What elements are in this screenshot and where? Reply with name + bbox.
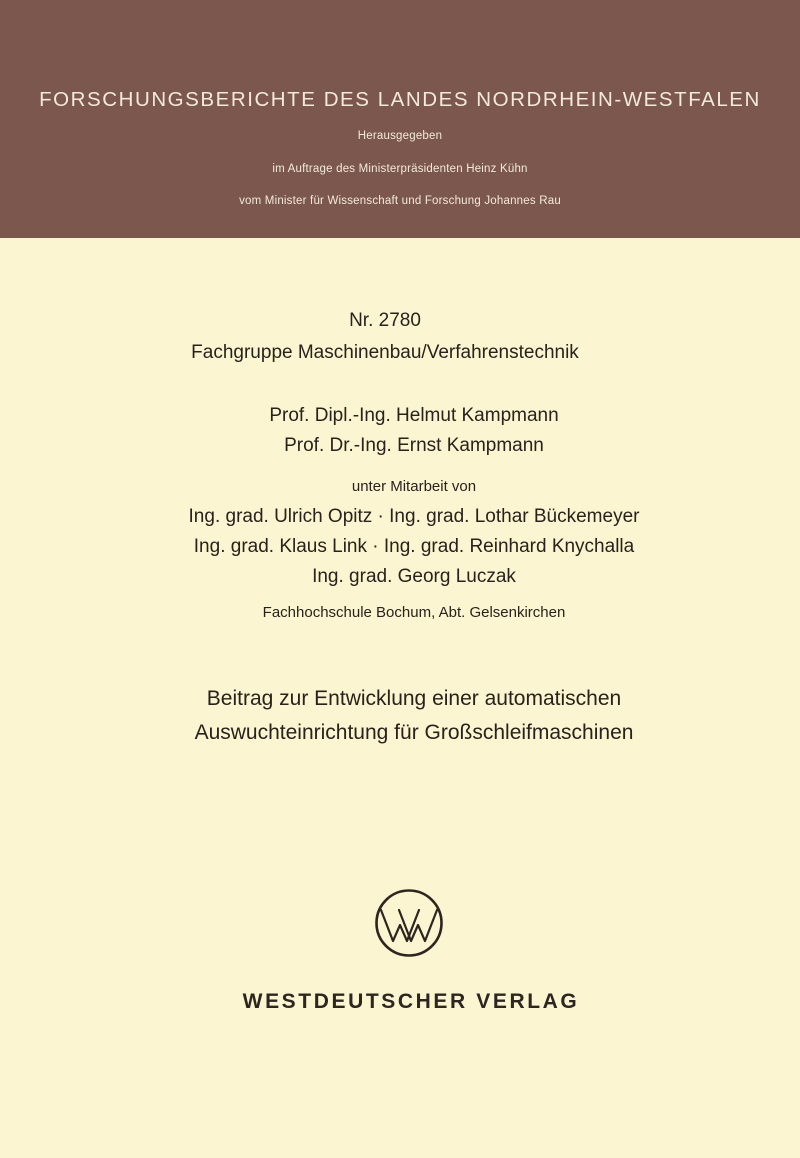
- on-behalf-of-line: im Auftrage des Ministerpräsidenten Heinz Kühn: [272, 163, 528, 175]
- series-title: FORSCHUNGSBERICHTE DES LANDES NORDRHEIN-WESTFALEN: [39, 88, 761, 111]
- ww-publisher-logo-icon: [374, 888, 444, 958]
- collaboration-intro: unter Mitarbeit von: [351, 478, 477, 495]
- publisher-name: WESTDEUTSCHER VERLAG: [242, 990, 580, 1013]
- author-1: Prof. Dipl.-Ing. Helmut Kampmann: [269, 405, 559, 426]
- series-header-band: [0, 0, 800, 238]
- collaborators-line-2: Ing. grad. Klaus Link · Ing. grad. Reinhard Knychalla: [193, 536, 635, 557]
- institution: Fachhochschule Bochum, Abt. Gelsenkirchen: [262, 604, 566, 621]
- report-group: Fachgruppe Maschinenbau/Verfahrenstechnik: [191, 342, 579, 363]
- collaborators-line-1: Ing. grad. Ulrich Opitz · Ing. grad. Lothar Bückemeyer: [188, 506, 640, 527]
- author-2: Prof. Dr.-Ing. Ernst Kampmann: [284, 435, 544, 456]
- book-title-line-2: Auswuchteinrichtung für Großschleifmaschinen: [194, 721, 634, 744]
- edited-by-line: Herausgegeben: [357, 130, 443, 142]
- book-title-line-1: Beitrag zur Entwicklung einer automatischen: [206, 687, 622, 710]
- report-number: Nr. 2780: [349, 310, 421, 331]
- minister-line: vom Minister für Wissenschaft und Forschung Johannes Rau: [239, 195, 561, 207]
- collaborators-line-3: Ing. grad. Georg Luczak: [312, 566, 516, 587]
